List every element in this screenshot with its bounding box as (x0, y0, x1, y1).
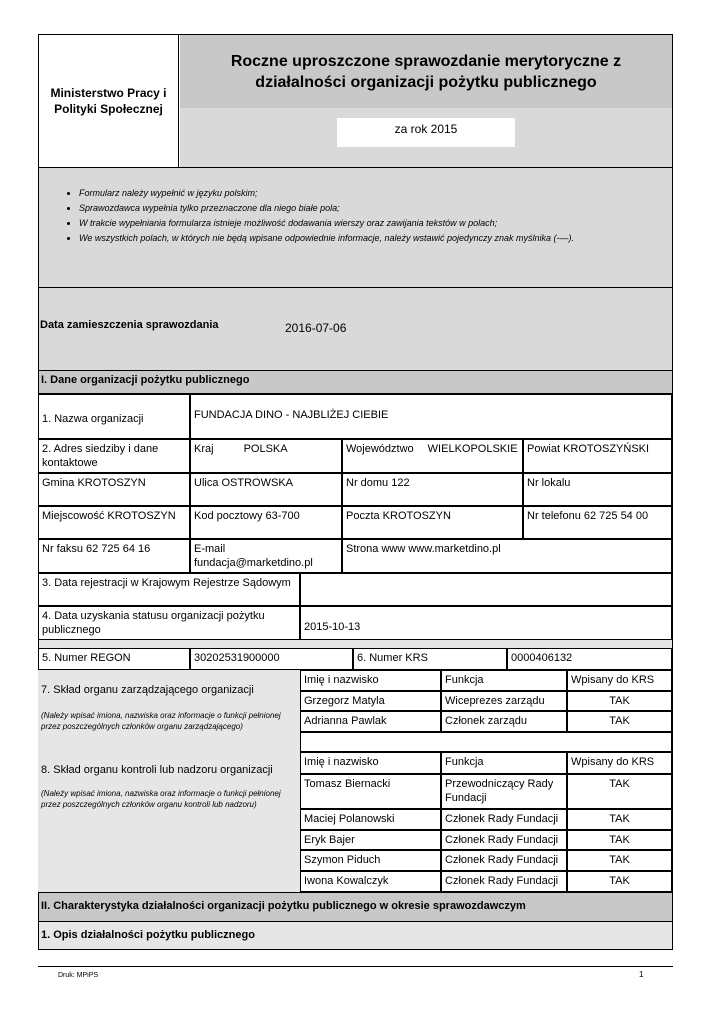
house-number-value: Nr domu 122 (346, 477, 410, 489)
ministry-box (39, 35, 179, 167)
apartment-number-field[interactable] (523, 473, 672, 506)
krs-registration-label: 3. Data rejestracji w Krajowym Rejestrze Sądowym (42, 577, 291, 589)
org-name-label: 1. Nazwa organizacji (42, 413, 144, 425)
fax-field[interactable] (38, 539, 190, 573)
footer-print-label: Druk: MPiPS (58, 972, 99, 979)
post-office-field[interactable] (342, 506, 523, 539)
street-value: Ulica OSTROWSKA (194, 477, 294, 489)
city-value: Miejscowość KROTOSZYN (42, 510, 176, 522)
table-row[interactable] (567, 691, 672, 711)
board-label-cell (38, 670, 300, 752)
table-row[interactable] (567, 830, 672, 850)
member-name: Szymon Piduch (304, 854, 381, 866)
member-function: Członek Rady Fundacji (445, 834, 559, 846)
voivodeship-value: WIELKOPOLSKIE (427, 443, 518, 455)
section2-title: II. Charakterystyka działalności organizacji pożytku publicznego w okresie sprawozdawczym (41, 900, 526, 912)
regon-label-cell (38, 648, 190, 670)
instructions-box (38, 168, 673, 288)
opp-status-field[interactable] (300, 606, 672, 640)
table-row[interactable] (300, 711, 441, 732)
voivodeship-label: Województwo (346, 443, 414, 455)
country-field[interactable] (190, 439, 342, 473)
footer-rule (38, 966, 673, 967)
table-row[interactable] (441, 774, 567, 809)
board-header-function (441, 670, 567, 691)
table-row[interactable] (441, 691, 567, 711)
table-row[interactable] (300, 809, 441, 830)
member-name: Iwona Kowalczyk (304, 875, 389, 887)
table-row[interactable] (300, 774, 441, 809)
opp-status-label-cell (38, 606, 300, 640)
supervisory-note: (Należy wpisać imiona, nazwiska oraz informacje o funkcji pełnionej przez poszczególnych członków organu kontroli lub nadzoru) (41, 789, 281, 809)
regon-field[interactable] (190, 648, 353, 670)
voivodeship-field[interactable] (342, 439, 523, 473)
member-name: Maciej Polanowski (304, 813, 395, 825)
website-field[interactable] (342, 539, 672, 573)
regon-value: 30202531900000 (194, 652, 280, 664)
opp-status-value: 2015-10-13 (304, 621, 361, 633)
page-number: 1 (639, 970, 644, 979)
table-row[interactable] (567, 850, 672, 871)
member-function: Członek Rady Fundacji (445, 813, 559, 825)
krs-number-label-cell (353, 648, 507, 670)
table-row[interactable] (567, 809, 672, 830)
member-function: Wiceprezes zarządu (445, 695, 545, 707)
member-function: Członek zarządu (445, 715, 527, 727)
member-krs: TAK (609, 695, 630, 707)
email-label: E-mail (194, 543, 226, 555)
supervisory-header-function (441, 752, 567, 774)
member-name: Eryk Bajer (304, 834, 355, 846)
section2-subtitle: 1. Opis działalności pożytku publicznego (41, 929, 255, 941)
address-label: 2. Adres siedziby i dane kontaktowe (42, 443, 159, 469)
member-name: Adrianna Pawlak (304, 715, 387, 727)
supervisory-header-krs (567, 752, 672, 774)
board-header-krs (567, 670, 672, 691)
board-header-function-text: Funkcja (445, 674, 484, 686)
address-label-cell (38, 439, 190, 473)
section1-title: I. Dane organizacji pożytku publicznego (41, 374, 250, 386)
krs-number-value: 0000406132 (511, 652, 573, 664)
member-krs: TAK (609, 875, 630, 887)
instructions-list (39, 186, 672, 246)
member-name: Grzegorz Matyla (304, 695, 385, 707)
org-name-label-cell (38, 394, 190, 439)
table-row[interactable] (300, 850, 441, 871)
instruction-item: • W trakcie wypełniania formularza istnieje możliwość dodawania wierszy oraz zawijania tekstów w polach; (79, 216, 672, 231)
krs-registration-field[interactable] (300, 573, 672, 606)
year-field (337, 118, 515, 147)
section2-header (38, 892, 673, 922)
member-krs: TAK (609, 715, 630, 727)
county-value: Powiat KROTOSZYŃSKI (527, 443, 650, 455)
country-value: POLSKA (243, 443, 288, 455)
member-krs: TAK (609, 854, 630, 866)
table-row[interactable] (441, 711, 567, 732)
supervisory-header-name (300, 752, 441, 774)
email-field[interactable] (190, 539, 342, 573)
table-row[interactable] (441, 850, 567, 871)
table-row[interactable] (567, 711, 672, 732)
commune-field[interactable] (38, 473, 190, 506)
opp-status-label: 4. Data uzyskania statusu organizacji pożytku publicznego (42, 610, 265, 636)
krs-number-label: 6. Numer KRS (357, 652, 428, 664)
phone-field[interactable] (523, 506, 672, 539)
table-row[interactable] (441, 871, 567, 892)
apartment-number-value: Nr lokalu (527, 477, 571, 489)
house-number-field[interactable] (342, 473, 523, 506)
table-row[interactable] (567, 774, 672, 809)
member-krs: TAK (609, 813, 630, 825)
member-krs: TAK (609, 834, 630, 846)
krs-registration-label-cell (38, 573, 300, 606)
commune-value: Gmina KROTOSZYN (42, 477, 146, 489)
member-function: Członek Rady Fundacji (445, 854, 559, 866)
krs-number-field[interactable] (507, 648, 672, 670)
fax-value: Nr faksu 62 725 64 16 (42, 543, 151, 555)
form-title: Roczne uproszczone sprawozdanie merytoryczne z działalności organizacji pożytku publicznego (230, 52, 622, 91)
board-header-name (300, 670, 441, 691)
post-office-value: Poczta KROTOSZYN (346, 510, 451, 522)
table-row[interactable] (300, 732, 672, 752)
supervisory-label-cell (38, 752, 300, 894)
board-label: 7. Skład organu zarządzającego organizacji (41, 684, 254, 696)
regon-label: 5. Numer REGON (42, 652, 131, 664)
instruction-item: • Sprawozdawca wypełnia tylko przeznaczone dla niego białe pola; (79, 201, 672, 216)
section2-subheader (38, 922, 673, 950)
year-label: za rok 2015 (394, 122, 458, 136)
org-name-field[interactable] (190, 394, 672, 439)
table-row[interactable] (300, 691, 441, 711)
member-function: Członek Rady Fundacji (445, 875, 559, 887)
website-value: Strona www www.marketdino.pl (346, 543, 501, 555)
supervisory-header-krs-text: Wpisany do KRS (571, 756, 655, 768)
section1-header (38, 370, 673, 394)
ministry-name: Ministerstwo Pracy i Polityki Społecznej (50, 86, 167, 116)
board-note: (Należy wpisać imiona, nazwiska oraz informacje o funkcji pełnionej przez poszczególnych członków organu zarządzającego) (41, 711, 281, 731)
board-header-krs-text: Wpisany do KRS (571, 674, 655, 686)
county-field[interactable] (523, 439, 672, 473)
instruction-item: • Formularz należy wypełnić w języku polskim; (79, 186, 672, 201)
supervisory-label: 8. Skład organu kontroli lub nadzoru organizacji (41, 764, 273, 776)
country-label: Kraj (194, 443, 214, 455)
table-row[interactable] (300, 871, 441, 892)
board-header-name-text: Imię i nazwisko (304, 674, 379, 686)
table-row[interactable] (300, 830, 441, 850)
table-row[interactable] (441, 809, 567, 830)
table-row[interactable] (441, 830, 567, 850)
postal-code-value: Kod pocztowy 63-700 (194, 510, 300, 522)
supervisory-header-function-text: Funkcja (445, 756, 484, 768)
member-function: Przewodniczący Rady Fundacji (445, 778, 554, 804)
member-name: Tomasz Biernacki (304, 778, 391, 790)
title-box (180, 35, 672, 108)
table-row[interactable] (567, 871, 672, 892)
email-value: fundacja@marketdino.pl (194, 557, 313, 569)
street-field[interactable] (190, 473, 342, 506)
member-krs: TAK (609, 778, 630, 790)
supervisory-header-name-text: Imię i nazwisko (304, 756, 379, 768)
instruction-item: • We wszystkich polach, w których nie będą wpisane odpowiednie informacje, należy wstawić pojedynczy znak myślnika (-—). (79, 231, 672, 246)
phone-value: Nr telefonu 62 725 54 00 (527, 510, 649, 522)
org-name-value: FUNDACJA DINO - NAJBLIŻEJ CIEBIE (194, 409, 389, 421)
publication-date-value: 2016-07-06 (285, 321, 347, 335)
postal-code-field[interactable] (190, 506, 342, 539)
city-field[interactable] (38, 506, 190, 539)
publication-date-label: Data zamieszczenia sprawozdania (40, 319, 219, 331)
